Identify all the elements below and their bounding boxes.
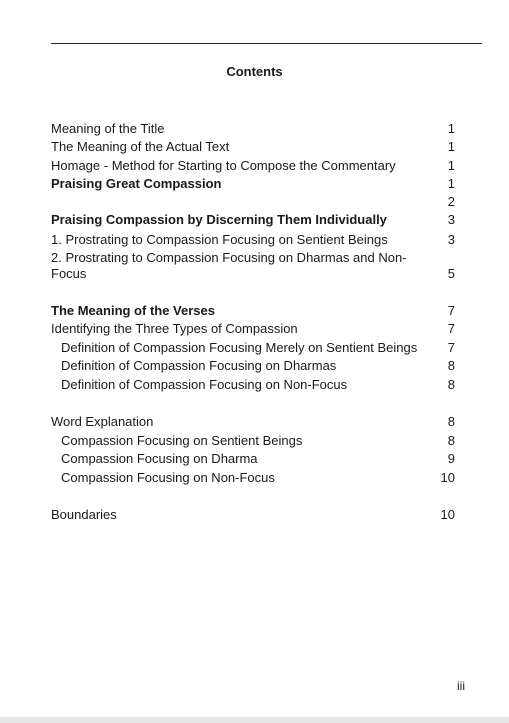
toc-entry-page: 8 (447, 358, 455, 373)
toc-entry-text: 1. Prostrating to Compassion Focusing on Sentient Beings (51, 232, 388, 247)
toc-entry-page: 7 (447, 340, 455, 355)
toc-entry-page: 7 (447, 321, 455, 336)
toc-entry-page: 2 (447, 194, 455, 209)
toc-entry-meaning-of-title[interactable] (51, 121, 455, 137)
toc-entry-text: Meaning of the Title (51, 121, 165, 136)
toc-entry-definition-sentient-beings[interactable] (61, 340, 455, 356)
header-rule (51, 43, 482, 44)
toc-entry-text (51, 194, 455, 210)
toc-entry-meaning-of-verses[interactable] (51, 303, 455, 319)
toc-entry-page: 1 (447, 121, 455, 136)
toc-entry-identifying-three-types[interactable] (51, 321, 455, 337)
toc-entry-prostrating-sentient-beings[interactable] (51, 232, 455, 248)
toc-entry-text: Compassion Focusing on Sentient Beings (61, 433, 303, 448)
toc-entry-page: 10 (440, 507, 455, 522)
toc-entry-page: 1 (447, 158, 455, 173)
toc-entry-text: Definition of Compassion Focusing on Non-Focus (61, 377, 348, 392)
toc-entry-text: Word Explanation (51, 414, 154, 429)
toc-entry-page: 1 (447, 139, 455, 154)
contents-heading: Contents (226, 64, 283, 79)
toc-entry-homage[interactable] (51, 158, 455, 174)
toc-entry-text: Compassion Focusing on Non-Focus (61, 470, 275, 485)
toc-entry-blank[interactable] (51, 194, 455, 210)
toc-entry-word-explanation[interactable] (51, 414, 455, 430)
toc-entry-prostrating-dharmas-non-focus[interactable] (51, 250, 455, 282)
toc-entry-page: 8 (447, 414, 455, 429)
toc-entry-page: 9 (447, 451, 455, 466)
toc-entry-text: Boundaries (51, 507, 117, 522)
toc-entry-text: Compassion Focusing on Dharma (61, 451, 258, 466)
page-bottom-edge (0, 717, 509, 723)
toc-entry-page: 3 (447, 232, 455, 247)
toc-entry-page: 3 (447, 212, 455, 227)
toc-entry-page: 8 (447, 377, 455, 392)
page-number: iii (457, 679, 465, 693)
toc-entry-text: Praising Great Compassion (51, 176, 222, 191)
toc-entry-focusing-sentient-beings[interactable] (61, 433, 455, 449)
toc-entry-page: 7 (447, 303, 455, 318)
toc-entry-praising-great-compassion[interactable] (51, 176, 455, 192)
toc-entry-text: Homage - Method for Starting to Compose the Commentary (51, 158, 396, 173)
toc-entry-praising-compassion-individually[interactable] (51, 212, 455, 228)
toc-entry-definition-dharmas[interactable] (61, 358, 455, 374)
toc-entry-text: Praising Compassion by Discerning Them Individually (51, 212, 387, 227)
toc-entry-definition-non-focus[interactable] (61, 377, 455, 393)
toc-entry-text: Identifying the Three Types of Compassion (51, 321, 298, 336)
toc-entry-text: 2. Prostrating to Compassion Focusing on Dharmas and Non-Focus (51, 250, 407, 281)
toc-entry-page: 5 (447, 266, 455, 281)
toc-entry-boundaries[interactable] (51, 507, 455, 523)
toc-entry-page: 10 (440, 470, 455, 485)
toc-entry-text: Definition of Compassion Focusing on Dharmas (61, 358, 337, 373)
toc-entry-page: 1 (447, 176, 455, 191)
toc-entry-text: Definition of Compassion Focusing Merely on Sentient Beings (61, 340, 418, 355)
toc-entry-focusing-dharma[interactable] (61, 451, 455, 467)
toc-entry-focusing-non-focus[interactable] (61, 470, 455, 486)
toc-entry-text: The Meaning of the Actual Text (51, 139, 230, 154)
toc-entry-text: The Meaning of the Verses (51, 303, 215, 318)
toc-entry-meaning-of-actual-text[interactable] (51, 139, 455, 155)
toc-entry-page: 8 (447, 433, 455, 448)
